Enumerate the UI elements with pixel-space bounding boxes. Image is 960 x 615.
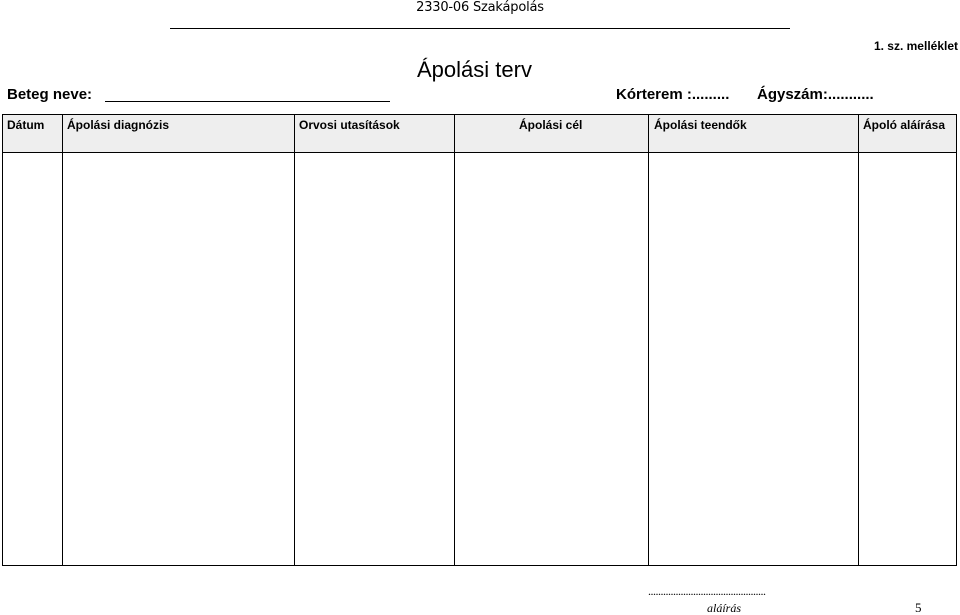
page-number: 5 bbox=[915, 600, 922, 615]
cell-nurse-signature[interactable] bbox=[859, 153, 957, 566]
cell-care-goal[interactable] bbox=[455, 153, 649, 566]
patient-name-field[interactable] bbox=[105, 101, 390, 102]
column-header-date: Dátum bbox=[3, 115, 63, 153]
column-header-care-tasks: Ápolási teendők bbox=[649, 115, 859, 153]
header-rule bbox=[170, 28, 790, 29]
care-plan-table bbox=[2, 114, 957, 566]
table-row bbox=[3, 153, 957, 566]
annex-label: 1. sz. melléklet bbox=[873, 39, 958, 53]
column-header-diagnosis: Ápolási diagnózis bbox=[63, 115, 295, 153]
cell-diagnosis[interactable] bbox=[63, 153, 295, 566]
page-title: Ápolási terv bbox=[417, 57, 532, 82]
cell-medical-orders[interactable] bbox=[295, 153, 455, 566]
column-header-care-goal: Ápolási cél bbox=[455, 115, 649, 153]
bed-number-field[interactable]: Ágyszám:........... bbox=[757, 86, 874, 103]
cell-care-tasks[interactable] bbox=[649, 153, 859, 566]
column-header-medical-orders: Orvosi utasítások bbox=[295, 115, 455, 153]
cell-date[interactable] bbox=[3, 153, 63, 566]
column-header-nurse-signature: Ápoló aláírása bbox=[859, 115, 957, 153]
signature-line: ............................................... bbox=[648, 584, 766, 598]
signature-label: aláírás bbox=[707, 601, 742, 615]
patient-name-label: Beteg neve: bbox=[7, 86, 93, 103]
room-field[interactable]: Kórterem :......... bbox=[616, 86, 730, 103]
table-header-row bbox=[3, 115, 957, 153]
course-header: 2330-06 Szakápolás bbox=[416, 0, 544, 15]
